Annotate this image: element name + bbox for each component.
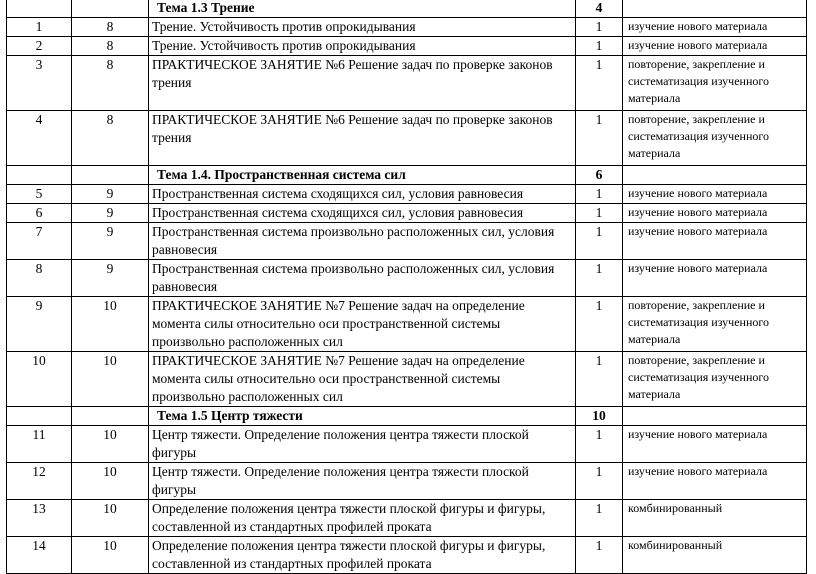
lesson-hours: 1 bbox=[576, 37, 623, 56]
lesson-number: 13 bbox=[7, 500, 72, 537]
lesson-hours: 1 bbox=[576, 204, 623, 223]
lesson-number: 1 bbox=[7, 18, 72, 37]
lesson-title: Пространственная система произвольно расположенных сил, условия равновесия bbox=[149, 260, 576, 297]
lesson-hours: 1 bbox=[576, 500, 623, 537]
lesson-number: 8 bbox=[7, 260, 72, 297]
lesson-number: 3 bbox=[7, 56, 72, 111]
lesson-week: 9 bbox=[72, 223, 149, 260]
lesson-title: Определение положения центра тяжести плоской фигуры и фигуры, составленной из стандартных профилей проката bbox=[149, 500, 576, 537]
lesson-hours: 1 bbox=[576, 223, 623, 260]
lesson-type: повторение, закрепление и систематизация изученного материала bbox=[623, 56, 807, 111]
lesson-hours: 1 bbox=[576, 297, 623, 352]
lesson-type: изучение нового материала bbox=[623, 185, 807, 204]
lesson-type: изучение нового материала bbox=[623, 260, 807, 297]
lesson-week: 8 bbox=[72, 111, 149, 166]
lesson-title: ПРАКТИЧЕСКОЕ ЗАНЯТИЕ №7 Решение задач на определение момента силы относительно оси пространственной системы произвольно расположенных сил bbox=[149, 297, 576, 352]
topic-hours: 10 bbox=[576, 407, 623, 426]
lesson-title: Трение. Устойчивость против опрокидывания bbox=[149, 18, 576, 37]
lesson-number: 14 bbox=[7, 537, 72, 574]
topic-title: Тема 1.3 Трение bbox=[149, 0, 576, 18]
lesson-number: 4 bbox=[7, 111, 72, 166]
table-row bbox=[7, 297, 807, 352]
lesson-type: комбинированный bbox=[623, 500, 807, 537]
table-row bbox=[7, 537, 807, 574]
lesson-hours: 1 bbox=[576, 18, 623, 37]
topic-row bbox=[7, 0, 807, 18]
schedule-table bbox=[6, 0, 807, 574]
lesson-type: комбинированный bbox=[623, 537, 807, 574]
schedule-table-body bbox=[7, 0, 807, 574]
lesson-hours: 1 bbox=[576, 463, 623, 500]
lesson-hours: 1 bbox=[576, 426, 623, 463]
lesson-number: 10 bbox=[7, 352, 72, 407]
lesson-title: Центр тяжести. Определение положения центра тяжести плоской фигуры bbox=[149, 426, 576, 463]
topic-week-cell bbox=[72, 0, 149, 18]
table-row bbox=[7, 463, 807, 500]
lesson-week: 8 bbox=[72, 18, 149, 37]
topic-title: Тема 1.5 Центр тяжести bbox=[149, 407, 576, 426]
lesson-week: 9 bbox=[72, 185, 149, 204]
topic-row bbox=[7, 166, 807, 185]
lesson-week: 10 bbox=[72, 537, 149, 574]
lesson-hours: 1 bbox=[576, 111, 623, 166]
table-row bbox=[7, 56, 807, 111]
lesson-week: 8 bbox=[72, 37, 149, 56]
lesson-title: Центр тяжести. Определение положения центра тяжести плоской фигуры bbox=[149, 463, 576, 500]
lesson-hours: 1 bbox=[576, 185, 623, 204]
topic-num-cell bbox=[7, 0, 72, 18]
table-row bbox=[7, 426, 807, 463]
lesson-week: 10 bbox=[72, 426, 149, 463]
table-row bbox=[7, 352, 807, 407]
lesson-number: 11 bbox=[7, 426, 72, 463]
lesson-title: Пространственная система произвольно расположенных сил, условия равновесия bbox=[149, 223, 576, 260]
topic-type-cell bbox=[623, 0, 807, 18]
topic-num-cell bbox=[7, 166, 72, 185]
lesson-title: ПРАКТИЧЕСКОЕ ЗАНЯТИЕ №7 Решение задач на определение момента силы относительно оси пространственной системы произвольно расположенных сил bbox=[149, 352, 576, 407]
lesson-type: повторение, закрепление и систематизация изученного материала bbox=[623, 297, 807, 352]
table-row bbox=[7, 204, 807, 223]
lesson-title: ПРАКТИЧЕСКОЕ ЗАНЯТИЕ №6 Решение задач по проверке законов трения bbox=[149, 56, 576, 111]
lesson-number: 2 bbox=[7, 37, 72, 56]
lesson-week: 9 bbox=[72, 204, 149, 223]
lesson-number: 9 bbox=[7, 297, 72, 352]
lesson-week: 8 bbox=[72, 56, 149, 111]
lesson-title: Пространственная система сходящихся сил, условия равновесия bbox=[149, 185, 576, 204]
topic-row bbox=[7, 407, 807, 426]
table-row bbox=[7, 111, 807, 166]
lesson-hours: 1 bbox=[576, 260, 623, 297]
lesson-hours: 1 bbox=[576, 56, 623, 111]
lesson-number: 6 bbox=[7, 204, 72, 223]
lesson-type: повторение, закрепление и систематизация изученного материала bbox=[623, 111, 807, 166]
topic-num-cell bbox=[7, 407, 72, 426]
lesson-type: изучение нового материала bbox=[623, 223, 807, 260]
topic-type-cell bbox=[623, 166, 807, 185]
lesson-number: 7 bbox=[7, 223, 72, 260]
lesson-title: ПРАКТИЧЕСКОЕ ЗАНЯТИЕ №6 Решение задач по проверке законов трения bbox=[149, 111, 576, 166]
lesson-type: изучение нового материала bbox=[623, 463, 807, 500]
lesson-type: изучение нового материала bbox=[623, 18, 807, 37]
topic-type-cell bbox=[623, 407, 807, 426]
lesson-week: 9 bbox=[72, 260, 149, 297]
lesson-hours: 1 bbox=[576, 537, 623, 574]
lesson-number: 12 bbox=[7, 463, 72, 500]
lesson-title: Трение. Устойчивость против опрокидывания bbox=[149, 37, 576, 56]
lesson-number: 5 bbox=[7, 185, 72, 204]
table-row bbox=[7, 223, 807, 260]
lesson-week: 10 bbox=[72, 500, 149, 537]
table-row bbox=[7, 18, 807, 37]
lesson-week: 10 bbox=[72, 297, 149, 352]
lesson-type: изучение нового материала bbox=[623, 204, 807, 223]
lesson-type: изучение нового материала bbox=[623, 426, 807, 463]
lesson-title: Пространственная система сходящихся сил, условия равновесия bbox=[149, 204, 576, 223]
lesson-week: 10 bbox=[72, 352, 149, 407]
lesson-hours: 1 bbox=[576, 352, 623, 407]
topic-week-cell bbox=[72, 166, 149, 185]
table-row bbox=[7, 37, 807, 56]
lesson-week: 10 bbox=[72, 463, 149, 500]
topic-title: Тема 1.4. Пространственная система сил bbox=[149, 166, 576, 185]
table-row bbox=[7, 260, 807, 297]
table-row bbox=[7, 500, 807, 537]
lesson-type: повторение, закрепление и систематизация изученного материала bbox=[623, 352, 807, 407]
topic-hours: 6 bbox=[576, 166, 623, 185]
topic-hours: 4 bbox=[576, 0, 623, 18]
table-row bbox=[7, 185, 807, 204]
lesson-title: Определение положения центра тяжести плоской фигуры и фигуры, составленной из стандартных профилей проката bbox=[149, 537, 576, 574]
topic-week-cell bbox=[72, 407, 149, 426]
lesson-type: изучение нового материала bbox=[623, 37, 807, 56]
